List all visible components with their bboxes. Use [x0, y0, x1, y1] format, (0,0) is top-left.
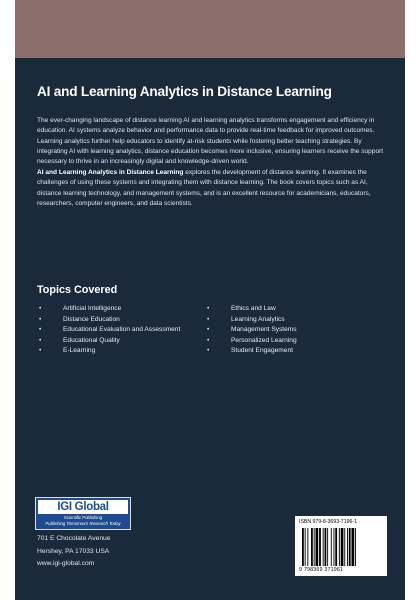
topic-item: • Educational Quality — [37, 336, 197, 347]
paragraph-2-body: explores the development of distance learning. It examines the challenges of using these systems and integrating them with distance learning. The book covers topics such as AI, distance learning technology, and management systems, and is an excellent resource for academicians, educators, researchers, computer engineers, and data scientists. — [37, 169, 371, 207]
address-line-2: Hershey, PA 17033 USA — [37, 547, 110, 555]
description-paragraph-1: The ever-changing landscape of distance learning AI and learning analytics transforms engagement and efficiency in education. AI systems analyze behavior and performance data to provide real-time feedback for improved outcomes. Learning analytics further help educators to identify at-risk students while fostering better teaching strategies. By integrating AI with learning analytics, distance education becomes more inclusive, ensuring learners receive the support necessary to thrive in an increasingly digital and knowledge-driven world. — [37, 117, 384, 166]
publisher-logo-tagline: Publishing Tomorrow's Research Today — [45, 521, 121, 526]
barcode-number: 9 798369 371961 — [299, 567, 344, 573]
topic-item: • Student Engagement — [205, 346, 365, 357]
publisher-logo-name: IGI Global — [38, 500, 128, 514]
barcode-icon — [301, 528, 381, 566]
topics-list-right — [205, 304, 365, 357]
publisher-website: www.igi-global.com — [37, 560, 95, 568]
paragraph-2-bold-title: AI and Learning Analytics in Distance Learning — [37, 169, 184, 176]
topic-item: • Personalized Learning — [205, 336, 365, 347]
address-line-1: 701 E Chocolate Avenue — [37, 535, 111, 542]
description-paragraph-2 — [37, 168, 387, 209]
topics-heading: Topics Covered — [37, 284, 118, 296]
topic-item: • Educational Evaluation and Assessment — [37, 325, 197, 336]
barcode-box — [295, 516, 387, 576]
topic-item: • Artificial Intelligence — [37, 304, 197, 315]
back-cover — [15, 0, 405, 600]
topic-item: • Management Systems — [205, 325, 365, 336]
publisher-logo-subtitle: Scientific Publishing — [63, 515, 103, 520]
topic-item: • Ethics and Law — [205, 304, 365, 315]
topic-item: • Distance Education — [37, 315, 197, 326]
topics-list-left — [37, 304, 197, 357]
topic-item: • E-Learning — [37, 346, 197, 357]
topic-item: • Learning Analytics — [205, 315, 365, 326]
book-title: AI and Learning Analytics in Distance Learning — [37, 84, 332, 99]
top-color-band — [15, 0, 405, 58]
isbn-text: ISBN 979-8-3693-7196-1 — [299, 519, 357, 525]
publisher-address — [37, 533, 111, 571]
publisher-logo — [35, 497, 131, 530]
